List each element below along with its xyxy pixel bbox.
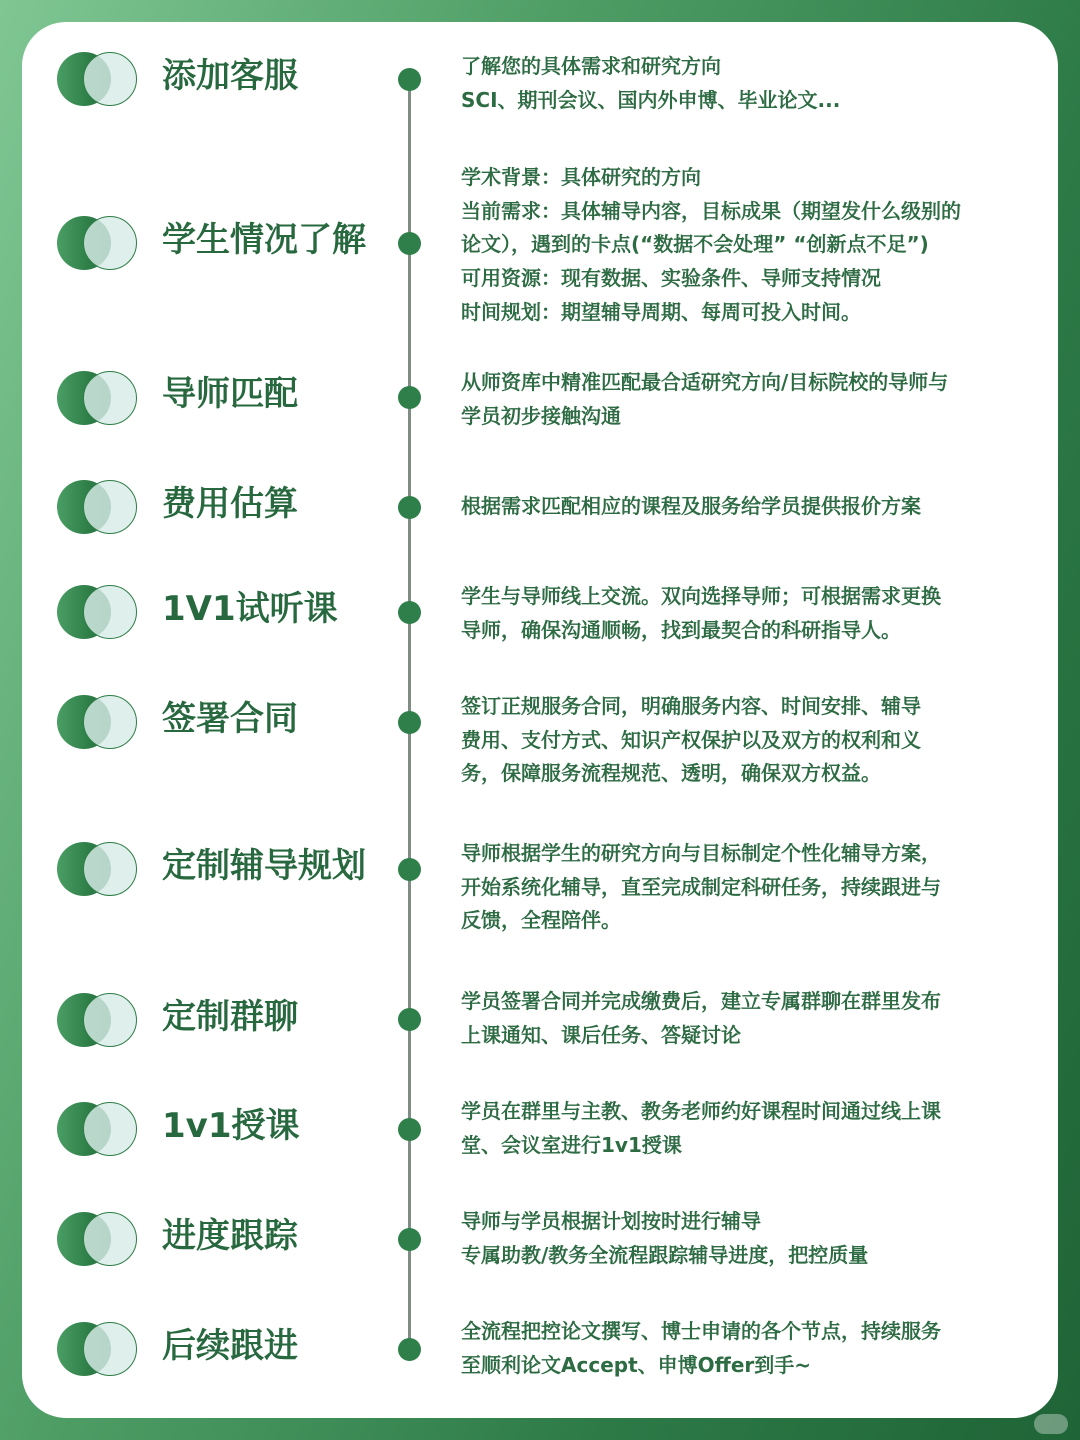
- description-line: 上课通知、课后任务、答疑讨论: [461, 1022, 741, 1047]
- step-circles-icon: [57, 585, 137, 639]
- step-circles-icon: [57, 480, 137, 534]
- step-title: 定制辅导规划: [162, 846, 366, 886]
- description-line: 签订正规服务合同，明确服务内容、时间安排、辅导: [461, 694, 921, 718]
- description-line: 学生与导师线上交流。双向选择导师；可根据需求更换: [461, 584, 941, 608]
- step-title: 费用估算: [162, 484, 298, 524]
- light-circle-icon: [83, 1102, 137, 1156]
- light-circle-icon: [83, 695, 137, 749]
- description-line: 导师，确保沟通顺畅，找到最契合的科研指导人。: [461, 617, 901, 642]
- step-title: 1v1授课: [162, 1106, 300, 1146]
- step-description: [461, 1205, 1031, 1272]
- step-circles-icon: [57, 1322, 137, 1376]
- timeline-dot: [398, 1228, 421, 1251]
- timeline-dot: [398, 1008, 421, 1031]
- step-title: 后续跟进: [162, 1326, 298, 1366]
- description-line: 时间规划：期望辅导周期、每周可投入时间。: [461, 299, 861, 324]
- light-circle-icon: [83, 585, 137, 639]
- watermark-logo: [1034, 1414, 1068, 1434]
- timeline-dot: [398, 1338, 421, 1361]
- light-circle-icon: [83, 1322, 137, 1376]
- light-circle-icon: [83, 216, 137, 270]
- step-description: [461, 580, 1031, 647]
- light-circle-icon: [83, 1212, 137, 1266]
- step-title: 添加客服: [162, 56, 298, 96]
- description-line: 开始系统化辅导，直至完成制定科研任务，持续跟进与: [461, 874, 941, 899]
- timeline-dot: [398, 711, 421, 734]
- step-description: [461, 690, 1031, 791]
- step-circles-icon: [57, 1102, 137, 1156]
- light-circle-icon: [83, 52, 137, 106]
- step-title: 1V1试听课: [162, 589, 338, 629]
- description-line: SCI、期刊会议、国内外申博、毕业论文...: [461, 87, 841, 112]
- step-description: [461, 837, 1031, 938]
- step-description: [461, 1095, 1031, 1162]
- timeline-dot: [398, 858, 421, 881]
- timeline-dot: [398, 496, 421, 519]
- description-line: 根据需求匹配相应的课程及服务给学员提供报价方案: [461, 494, 921, 518]
- timeline-dot: [398, 386, 421, 409]
- timeline-dot: [398, 601, 421, 624]
- description-line: 堂、会议室进行1v1授课: [461, 1132, 682, 1157]
- timeline-dot: [398, 68, 421, 91]
- step-title: 定制群聊: [162, 997, 298, 1037]
- light-circle-icon: [83, 371, 137, 425]
- description-line: 学员签署合同并完成缴费后，建立专属群聊在群里发布: [461, 989, 941, 1013]
- step-circles-icon: [57, 842, 137, 896]
- description-line: 务，保障服务流程规范、透明，确保双方权益。: [461, 761, 881, 786]
- step-circles-icon: [57, 1212, 137, 1266]
- step-circles-icon: [57, 695, 137, 749]
- description-line: 反馈，全程陪伴。: [461, 908, 621, 933]
- description-line: 费用、支付方式、知识产权保护以及双方的权利和义: [461, 727, 921, 752]
- description-line: 了解您的具体需求和研究方向: [461, 54, 721, 78]
- description-line: 导师根据学生的研究方向与目标制定个性化辅导方案，: [461, 841, 941, 865]
- description-line: 当前需求：具体辅导内容，目标成果（期望发什么级别的: [461, 198, 961, 223]
- description-line: 全流程把控论文撰写、博士申请的各个节点，持续服务: [461, 1319, 941, 1343]
- description-line: 可用资源：现有数据、实验条件、导师支持情况: [461, 266, 881, 291]
- description-line: 导师与学员根据计划按时进行辅导: [461, 1209, 761, 1233]
- step-description: [461, 50, 1031, 117]
- step-title: 签署合同: [162, 699, 298, 739]
- step-circles-icon: [57, 52, 137, 106]
- light-circle-icon: [83, 842, 137, 896]
- step-title: 学生情况了解: [162, 220, 366, 260]
- light-circle-icon: [83, 480, 137, 534]
- timeline-dot: [398, 232, 421, 255]
- timeline-dot: [398, 1118, 421, 1141]
- step-circles-icon: [57, 993, 137, 1047]
- step-description: [461, 161, 1031, 329]
- step-description: [461, 985, 1031, 1052]
- description-line: 学员在群里与主教、教务老师约好课程时间通过线上课: [461, 1099, 941, 1123]
- description-line: 专属助教/教务全流程跟踪辅导进度，把控质量: [461, 1242, 869, 1267]
- step-description: [461, 366, 1031, 433]
- description-line: 论文），遇到的卡点(“数据不会处理” “创新点不足”): [461, 232, 929, 257]
- step-circles-icon: [57, 371, 137, 425]
- step-description: [461, 1315, 1031, 1382]
- step-circles-icon: [57, 216, 137, 270]
- description-line: 至顺利论文Accept、申博Offer到手~: [461, 1352, 812, 1377]
- light-circle-icon: [83, 993, 137, 1047]
- step-title: 导师匹配: [162, 374, 298, 414]
- description-line: 学员初步接触沟通: [461, 403, 621, 428]
- description-line: 学术背景：具体研究的方向: [461, 165, 701, 189]
- step-title: 进度跟踪: [162, 1216, 298, 1256]
- step-description: [461, 490, 1031, 524]
- description-line: 从师资库中精准匹配最合适研究方向/目标院校的导师与: [461, 370, 949, 394]
